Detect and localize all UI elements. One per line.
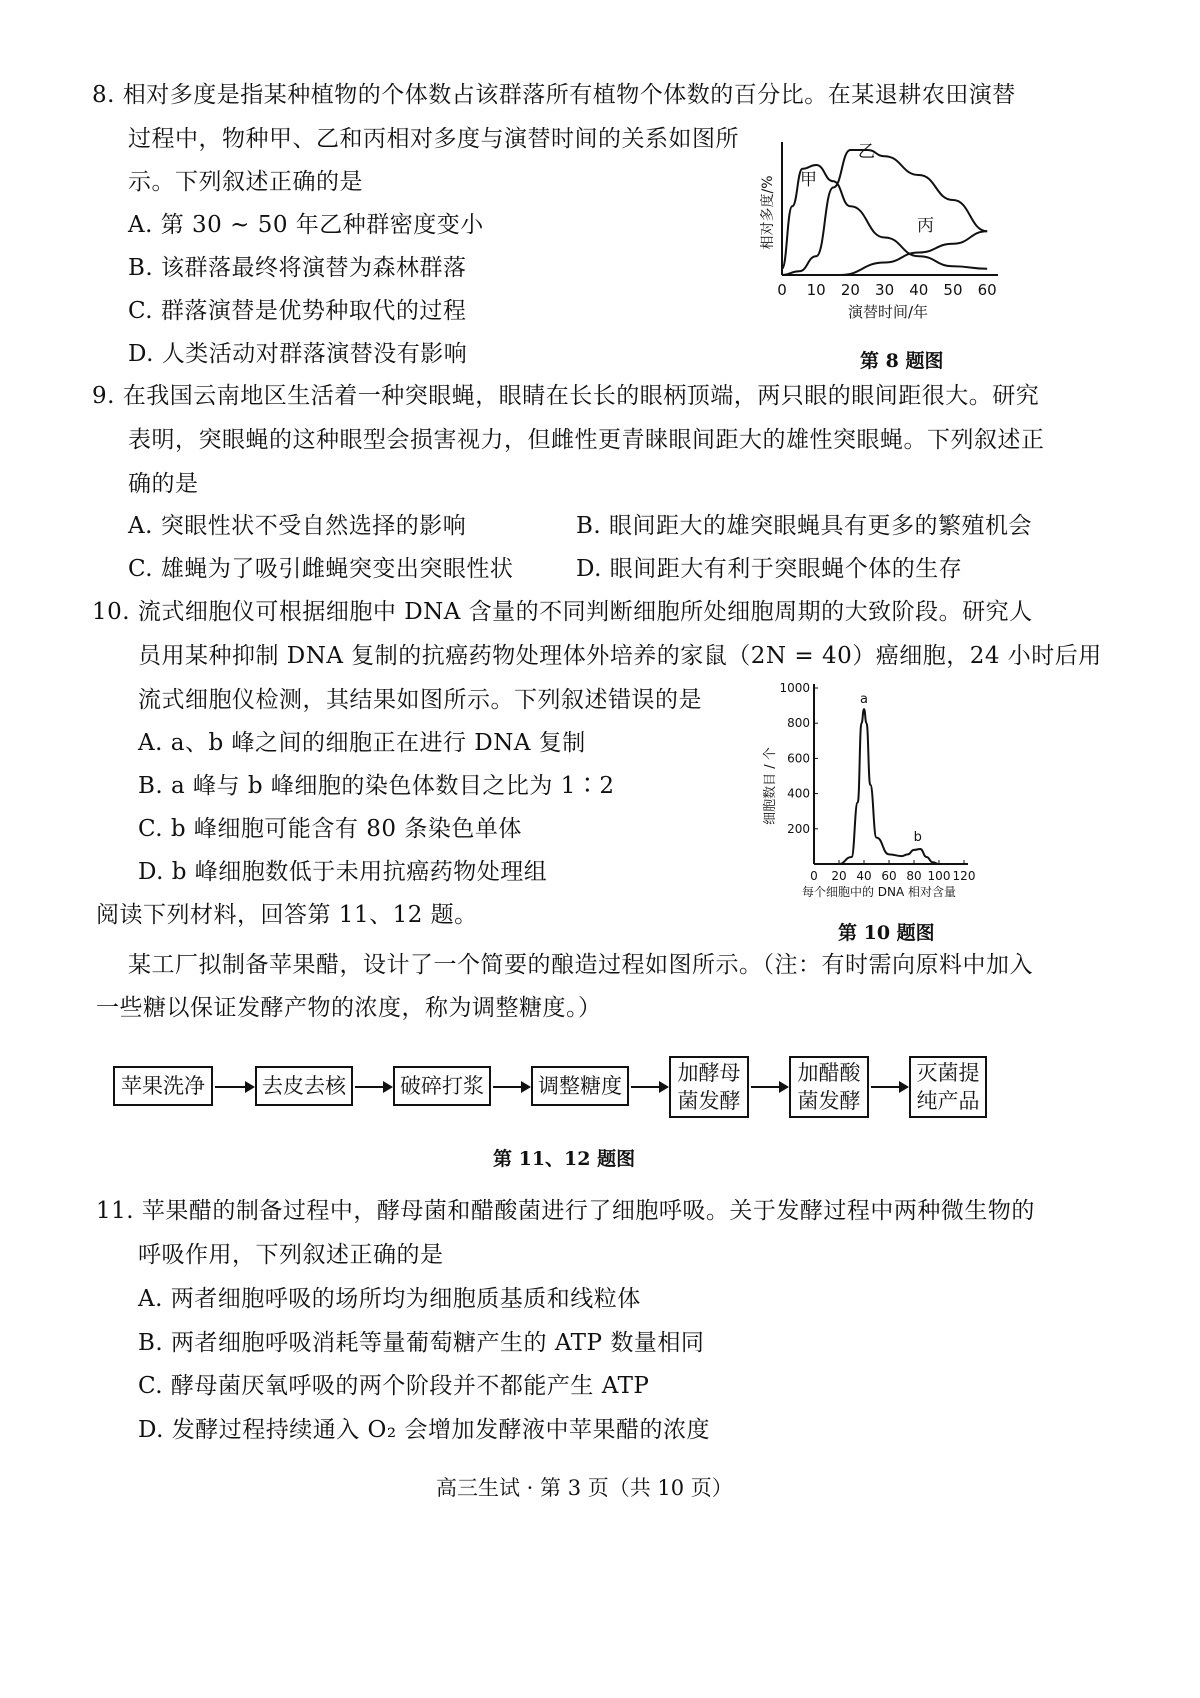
flow-step-peel: 去皮去核	[255, 1066, 353, 1106]
q10-y-tick-label: 400	[787, 786, 810, 801]
flow-arrow-4	[631, 1086, 667, 1088]
q8-x-tick-label: 60	[977, 281, 997, 299]
q9-option-c: C. 雄蝇为了吸引雌蝇突变出突眼性状	[128, 556, 514, 582]
flow-caption: 第 11、12 题图	[493, 1148, 636, 1170]
q10-peak-label-b: b	[913, 830, 922, 846]
q8-option-c: C. 群落演替是优势种取代的过程	[128, 298, 467, 324]
q8-series-line-2	[840, 231, 987, 275]
q10-option-a: A. a、b 峰之间的细胞正在进行 DNA 复制	[138, 730, 586, 756]
q10-x-tick-label: 20	[831, 869, 847, 883]
q11-stem-line2: 呼吸作用，下列叙述正确的是	[138, 1242, 444, 1268]
flow-step-sugar: 调整糖度	[531, 1066, 629, 1106]
q9-option-b: B. 眼间距大的雄突眼蝇具有更多的繁殖机会	[576, 513, 1033, 539]
q10-x-tick-label: 60	[881, 869, 897, 883]
flow-step-crush: 破碎打浆	[393, 1066, 491, 1106]
flow-step-acetobacter: 加醋酸 菌发酵	[789, 1056, 869, 1118]
q8-x-tick-label: 50	[943, 281, 963, 299]
q10-y-tick-label: 800	[787, 716, 810, 731]
q10-y-axis-label: 细胞数目 / 个	[763, 747, 778, 825]
q8-x-tick-label: 30	[875, 281, 895, 299]
q10-option-b: B. a 峰与 b 峰细胞的染色体数目之比为 1∶2	[138, 773, 615, 799]
q10-caption: 第 10 题图	[838, 922, 935, 944]
q8-x-axis-label: 演替时间/年	[847, 303, 929, 321]
q11-option-b: B. 两者细胞呼吸消耗等量葡萄糖产生的 ATP 数量相同	[138, 1330, 705, 1356]
q9-stem-line1: 9. 在我国云南地区生活着一种突眼蝇，眼睛在长长的眼柄顶端，两只眼的眼间距很大。研究	[92, 383, 1040, 409]
q9-option-d: D. 眼间距大有利于突眼蝇个体的生存	[576, 556, 963, 582]
q8-y-axis-label: 相对多度/%	[760, 175, 776, 250]
flow-step-sterilize: 灭菌提 纯产品	[909, 1056, 987, 1118]
q8-option-a: A. 第 30 ~ 50 年乙种群密度变小	[128, 212, 484, 238]
q10-x-tick-label: 100	[927, 869, 951, 883]
reading-para-line2: 一些糖以保证发酵产物的浓度，称为调整糖度。）	[96, 995, 602, 1021]
q10-peak-label-a: a	[860, 692, 868, 708]
q8-series-label-1: 乙	[858, 142, 875, 162]
q8-stem-line2: 过程中，物种甲、乙和丙相对多度与演替时间的关系如图所	[128, 126, 739, 152]
q9-stem-line2: 表明，突眼蝇的这种眼型会损害视力，但雌性更青睐眼间距大的雄性突眼蝇。下列叙述正	[128, 427, 1045, 453]
q8-stem-line3: 示。下列叙述正确的是	[128, 169, 363, 195]
q11-option-c: C. 酵母菌厌氧呼吸的两个阶段并不都能产生 ATP	[138, 1373, 650, 1399]
q8-stem-line1: 8. 相对多度是指某种植物的个体数占该群落所有植物个体数的百分比。在某退耕农田演替	[92, 82, 1016, 108]
q11-stem-line1: 11. 苹果醋的制备过程中，酵母菌和醋酸菌进行了细胞呼吸。关于发酵过程中两种微生物的	[96, 1198, 1035, 1224]
q10-x-tick-label: 80	[906, 869, 922, 883]
q8-x-tick-label: 10	[806, 281, 826, 299]
q10-series-line	[839, 709, 939, 864]
q10-y-tick-label: 1000	[779, 681, 810, 695]
q10-y-tick-label: 600	[787, 751, 810, 766]
q10-option-c: C. b 峰细胞可能含有 80 条染色单体	[138, 816, 522, 842]
q10-stem-line3: 流式细胞仪检测，其结果如图所示。下列叙述错误的是	[138, 687, 702, 713]
q8-x-tick-label: 40	[909, 281, 929, 299]
q8-series-label-2: 丙	[917, 216, 934, 236]
q8-option-d: D. 人类活动对群落演替没有影响	[128, 341, 468, 367]
flow-step-wash: 苹果洗净	[113, 1066, 213, 1106]
q9-option-a: A. 突眼性状不受自然选择的影响	[128, 513, 467, 539]
q11-option-d: D. 发酵过程持续通入 O₂ 会增加发酵液中苹果醋的浓度	[138, 1417, 710, 1443]
q10-x-tick-label: 40	[856, 869, 872, 883]
q10-x-tick-label: 120	[952, 869, 976, 883]
q10-x-axis-label: 每个细胞中的 DNA 相对含量	[801, 885, 957, 899]
flow-arrow-6	[871, 1086, 907, 1088]
q8-caption: 第 8 题图	[860, 350, 944, 372]
page-footer: 高三生试 · 第 3 页（共 10 页）	[436, 1476, 733, 1500]
reading-intro: 阅读下列材料，回答第 11、12 题。	[96, 902, 478, 928]
q10-y-tick-label: 200	[787, 821, 810, 836]
q8-series-line-1	[782, 150, 987, 275]
q8-series-label-0: 甲	[800, 170, 817, 190]
flow-step-yeast: 加酵母 菌发酵	[669, 1056, 749, 1118]
flow-arrow-3	[493, 1086, 529, 1088]
q8-x-tick-label: 20	[840, 281, 860, 299]
q10-stem-line2: 员用某种抑制 DNA 复制的抗癌药物处理体外培养的家鼠（2N = 40）癌细胞，24 小时后用	[138, 643, 1102, 669]
flow-arrow-1	[215, 1086, 253, 1088]
reading-para-line1: 某工厂拟制备苹果醋，设计了一个简要的酿造过程如图所示。（注：有时需向原料中加入	[128, 952, 1033, 978]
q8-chart	[760, 135, 1010, 345]
q8-x-tick-label: 0	[777, 281, 787, 299]
q10-option-d: D. b 峰细胞数低于未用抗癌药物处理组	[138, 859, 548, 885]
q10-stem-line1: 10. 流式细胞仪可根据细胞中 DNA 含量的不同判断细胞所处细胞周期的大致阶段。研究人	[92, 599, 1033, 625]
q9-stem-line3: 确的是	[128, 471, 199, 497]
q11-option-a: A. 两者细胞呼吸的场所均为细胞质基质和线粒体	[138, 1286, 641, 1312]
flow-arrow-5	[751, 1086, 787, 1088]
q10-chart	[762, 672, 1012, 912]
flow-arrow-2	[355, 1086, 391, 1088]
q8-option-b: B. 该群落最终将演替为森林群落	[128, 255, 467, 281]
q10-x-tick-label: 0	[810, 869, 818, 883]
